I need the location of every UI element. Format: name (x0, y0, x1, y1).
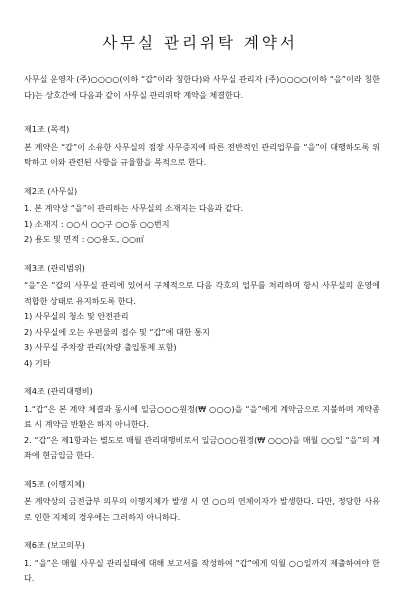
article-1 (24, 122, 380, 171)
article-text: 2) 용도 및 면적 : ○○용도, ○○㎡ (24, 234, 145, 244)
intro-paragraph: 사무실 운영자 (주)○○○○(이하 “갑”이라 칭한다)와 사무실 관리자 (주)○○○○(이하 “을”이라 칭한다)는 상호간에 다음과 같이 사무실 관리위탁 계약을 체결한다. (24, 74, 380, 100)
article-heading: 제3조 (관리범위) (24, 262, 85, 273)
article-text: 본 계약상의 금전급부 의무의 이행지체가 발생 시 연 ○○의 연체이자가 발생한다. 다만, 정당한 사유로 인한 지체의 경우에는 그러하지 아니하다. (24, 496, 380, 522)
article-heading: 제1조 (목적) (24, 124, 70, 134)
article-text: 2) 사무실에 오는 우편물의 접수 및 “갑”에 대한 통지 (24, 326, 210, 337)
article-text: 3) 사무실 주차장 관리(차량 출입통제 포함) (24, 342, 177, 352)
article-text: 1.“갑”은 본 계약 체결과 동시에 일금○○○원정(₩ ○○○)을 “을”에게 계약금으로 지불하며 계약종료 시 계약금 반환은 하지 아니한다. (24, 403, 380, 429)
article-3 (24, 261, 380, 372)
article-5 (24, 477, 380, 526)
article-heading: 제4조 (관리대행비) (24, 386, 93, 396)
article-text: “을”은 “갑의 사무실 관리에 있어서 구체적으로 다음 각호의 업무를 처리하며 항시 사무실의 운영에 적합한 상태로 유지하도록 한다. (24, 280, 380, 306)
article-text: 1) 사무실의 청소 및 안전관리 (24, 311, 129, 321)
article-text: 2. “갑”은 제1항과는 별도로 매월 관리대행비로서 일금○○○원정(₩ ○○○)을 매월 ○○일 “을”의 계좌에 현금입금 한다. (24, 434, 380, 460)
article-text: 1. “을”은 매월 사무실 관리실태에 대해 보고서를 작성하여 “갑”에게 익월 ○○일까지 제출하여야 한다. (24, 557, 380, 583)
document-body (24, 72, 380, 600)
article-heading: 제2조 (사무실) (24, 185, 78, 196)
article-6 (24, 538, 380, 587)
article-4 (24, 384, 380, 464)
article-text: 본 계약은 “갑”이 소유한 사무실의 점장 사무증지에 따른 전반적인 관리업무를 “을”이 대행하도록 위탁하고 이와 관련된 사항을 규율함을 목적으로 한다. (24, 141, 380, 167)
article-text: 4) 기타 (24, 357, 51, 368)
article-heading: 제5조 (이행지체) (24, 478, 85, 489)
article-heading: 제6조 (보고의무) (24, 540, 85, 550)
article-text: 1) 소재지 : ○○시 ○○구 ○○동 ○○번지 (24, 218, 170, 229)
document-title: 사무실 관리위탁 계약서 (102, 34, 298, 52)
article-text: 1. 본 계약상 “을”이 관리하는 사무실의 소재지는 다음과 같다. (24, 203, 244, 213)
article-2 (24, 184, 380, 248)
